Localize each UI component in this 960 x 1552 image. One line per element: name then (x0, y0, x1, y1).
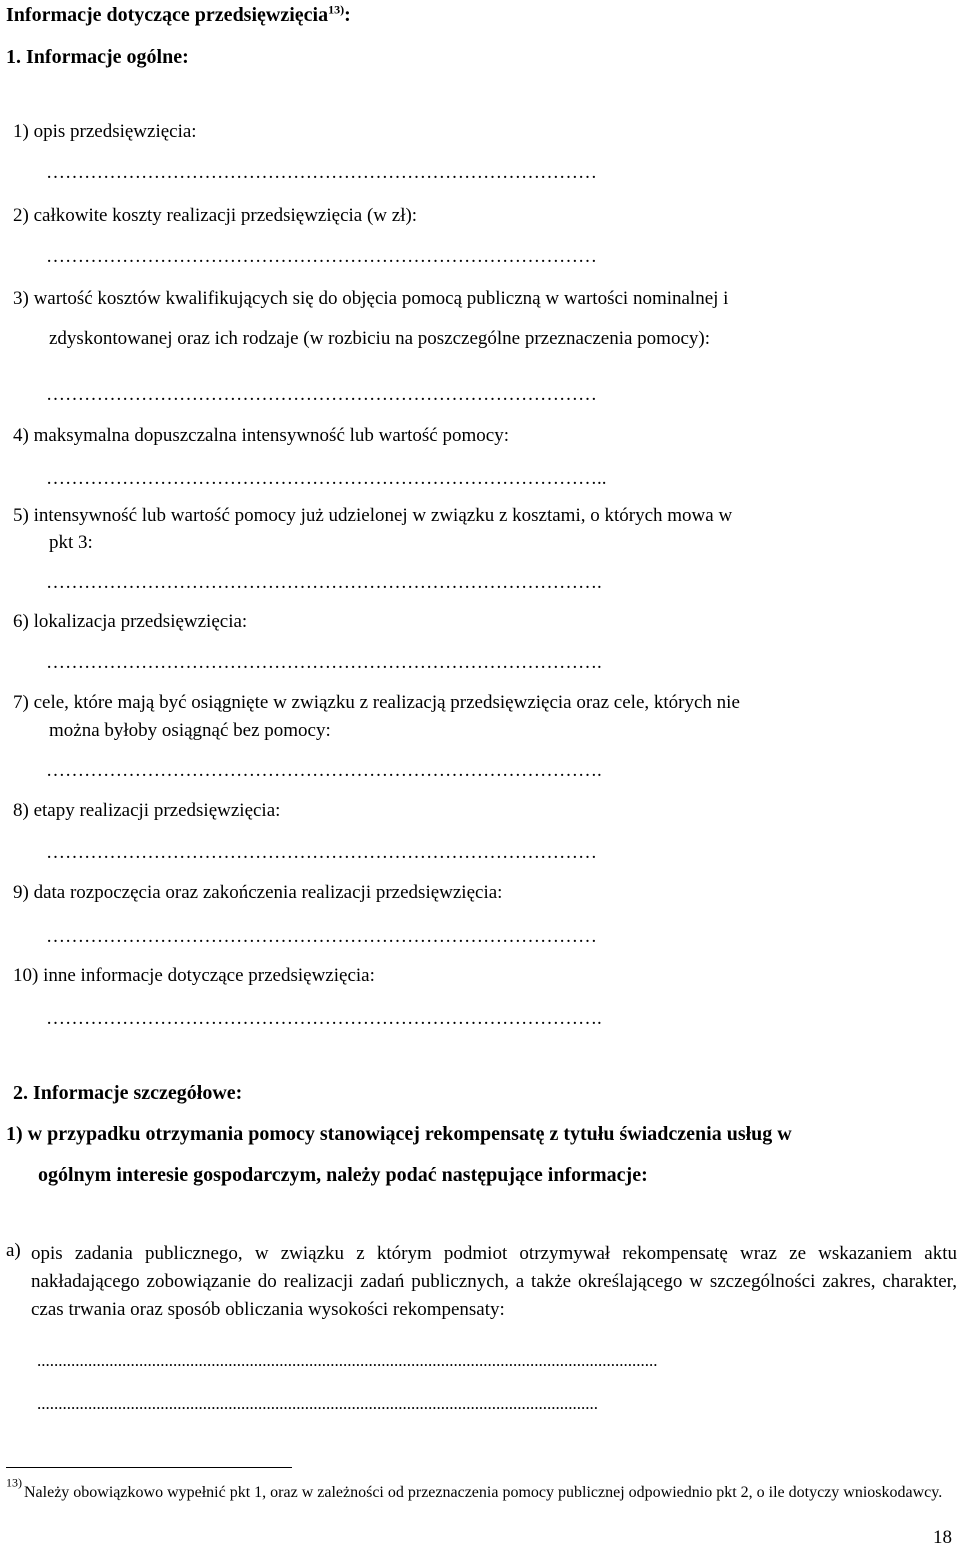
item-10-label: 10) inne informacje dotyczące przedsięwzięcia: (13, 965, 375, 986)
item-1-dots: …………………………………………………………………………… (46, 162, 597, 183)
item-9-dots: …………………………………………………………………………… (46, 926, 597, 947)
answer-dots-1: .................................................................................................................................................. (37, 1351, 658, 1370)
title-colon: : (344, 4, 351, 26)
point-a-label: a) (6, 1240, 21, 1261)
item-3-label-cont: zdyskontowanej oraz ich rodzaje (w rozbiciu na poszczególne przeznaczenia pomocy): (49, 328, 710, 349)
item-8-dots: …………………………………………………………………………… (46, 842, 597, 863)
section2-heading: 2. Informacje szczegółowe: (13, 1082, 243, 1104)
section2-point1-line1: 1) w przypadku otrzymania pomocy stanowiącej rekompensatę z tytułu świadczenia usług w (6, 1123, 792, 1145)
section1-heading: 1. Informacje ogólne: (6, 46, 189, 68)
item-6-dots: ……………………………………………………………………………. (46, 652, 602, 673)
item-6-label: 6) lokalizacja przedsięwzięcia: (13, 611, 248, 632)
item-7-label-cont: można byłoby osiągnąć bez pomocy: (49, 720, 331, 741)
answer-dots-2: .................................................................................................................................... (37, 1394, 598, 1413)
item-2-dots: …………………………………………………………………………… (46, 246, 597, 267)
item-3-label: 3) wartość kosztów kwalifikujących się do objęcia pomocą publiczną w wartości nominalnej i (13, 288, 729, 309)
item-7-label: 7) cele, które mają być osiągnięte w związku z realizacją przedsięwzięcia oraz cele, których nie (13, 692, 740, 713)
title-footnote-ref: 13) (328, 2, 345, 17)
item-5-label: 5) intensywność lub wartość pomocy już udzielonej w związku z kosztami, o których mowa w (13, 505, 733, 526)
item-5-dots: ……………………………………………………………………………. (46, 572, 602, 593)
footnote-text: Należy obowiązkowo wypełnić pkt 1, oraz w zależności od przeznaczenia pomocy publicznej odpowiednio pkt 2, o ile dotyczy wnioskodawcy. (24, 1484, 943, 1501)
item-5-label-cont: pkt 3: (49, 532, 93, 553)
page-number: 18 (933, 1527, 952, 1548)
page-title (6, 4, 351, 27)
item-7-dots: ……………………………………………………………………………. (46, 760, 602, 781)
item-10-dots: ……………………………………………………………………………. (46, 1008, 602, 1029)
item-3-dots: …………………………………………………………………………… (46, 384, 597, 405)
item-4-label: 4) maksymalna dopuszczalna intensywność lub wartość pomocy: (13, 425, 509, 446)
section2-point1-line2: ogólnym interesie gospodarczym, należy podać następujące informacje: (38, 1164, 648, 1186)
item-2-label: 2) całkowite koszty realizacji przedsięwzięcia (w zł): (13, 205, 418, 226)
footnote-separator (6, 1467, 292, 1468)
title-text: Informacje dotyczące przedsięwzięcia (6, 4, 329, 26)
item-1-label: 1) opis przedsięwzięcia: (13, 121, 197, 142)
point-a-text: opis zadania publicznego, w związku z którym podmiot otrzymywał rekompensatę wraz ze wskazaniem aktu nakładającego zobowiązanie do realizacji zadań publicznych, a także określającego w szczególności zakres, charakter, czas trwania oraz sposób obliczania wysokości rekompensaty: (31, 1243, 957, 1320)
item-4-dots: …………………………………………………………………………….. (46, 468, 607, 489)
footnote-number-text: 13) (6, 1475, 22, 1490)
item-9-label: 9) data rozpoczęcia oraz zakończenia realizacji przedsięwzięcia: (13, 882, 503, 903)
item-8-label: 8) etapy realizacji przedsięwzięcia: (13, 800, 281, 821)
